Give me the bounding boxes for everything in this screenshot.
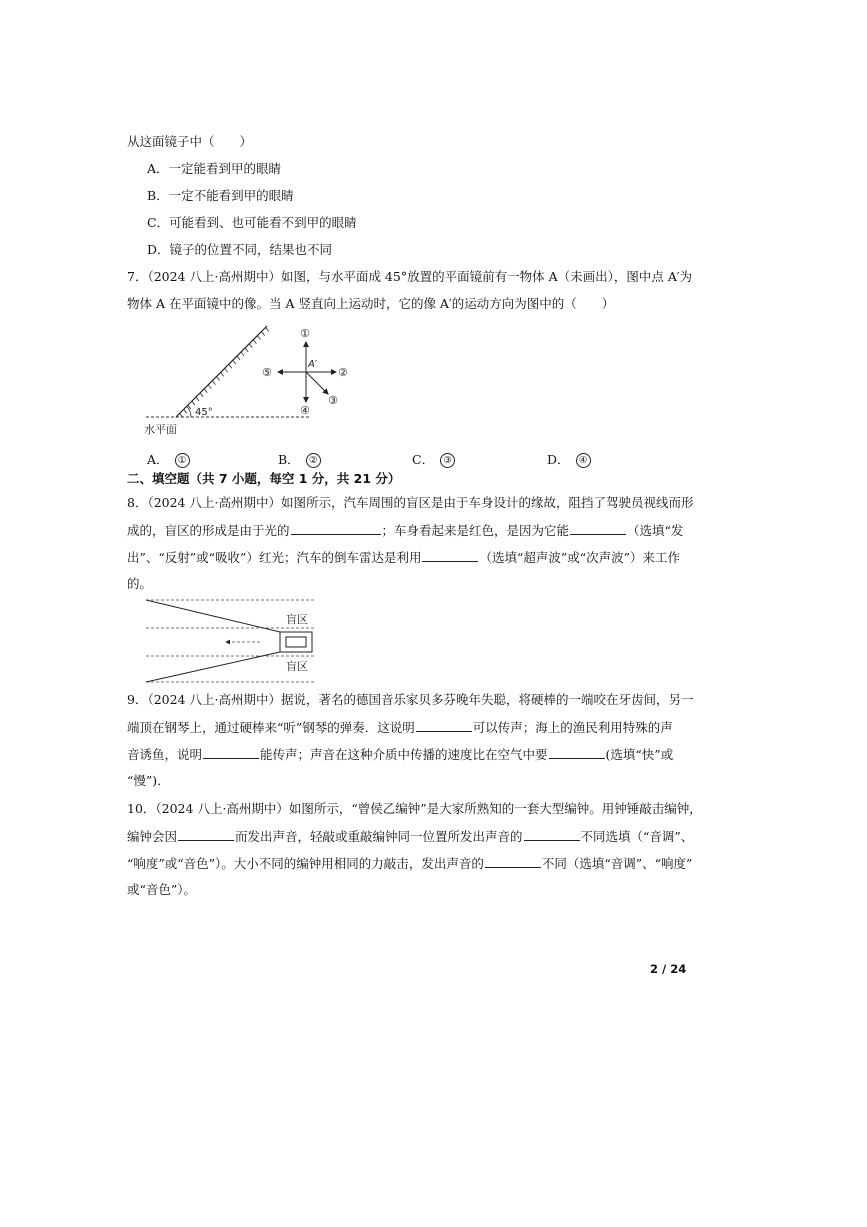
mirror-hatch-tick	[221, 372, 224, 376]
mirror-hatch-tick	[249, 344, 252, 348]
q8-blank-2[interactable]	[570, 522, 626, 535]
q7-choice-b	[278, 450, 321, 468]
mirror-hatch-tick	[212, 381, 215, 385]
point-label: A′	[308, 359, 318, 370]
mirror-hatch-tick	[257, 336, 260, 340]
ground-label: 水平面	[144, 423, 177, 436]
q8-blank-1[interactable]	[291, 522, 381, 535]
q10-text: 不同（选填“音调”、“响度”	[541, 856, 693, 871]
mirror-hatch-tick	[208, 385, 211, 389]
q9-line-4: “慢”)．	[127, 773, 170, 788]
car-outer	[280, 632, 312, 652]
circled-number: ④	[576, 453, 591, 468]
q8-text: 成的，盲区的形成是由于光的	[127, 523, 290, 538]
q10-text: 编钟会因	[127, 829, 178, 844]
mirror-hatch-tick	[216, 377, 219, 381]
q10-text: 不同选填（“音调”、	[580, 829, 694, 844]
q10-blank-1[interactable]	[178, 828, 234, 841]
q10-line-1: 10．（2024 八上·高州期中）如图所示，“曾侯乙编钟”是大家所熟知的一套大型编钟。用钟锤敲击编钟，	[127, 801, 702, 816]
q9-line-2	[127, 719, 673, 736]
q8-text: （选填“发	[627, 523, 684, 538]
mirror-hatch-tick	[245, 348, 248, 352]
q9-line-3	[127, 746, 673, 763]
q10-blank-2[interactable]	[524, 828, 580, 841]
q9-text: 端顶在钢琴上，通过硬棒来“听”钢琴的弹奏．这说明	[127, 720, 415, 735]
mirror-hatch-tick	[225, 368, 228, 372]
q8-text: ；车身看起来是红色，是因为它能	[381, 523, 570, 538]
car-inner	[286, 637, 306, 647]
dir-label-down: ④	[300, 404, 310, 417]
dir-label-up: ①	[300, 327, 310, 340]
q8-line-4: 的。	[127, 576, 153, 591]
mirror-hatching	[180, 327, 269, 417]
q10-text: “响度”或“音色”）。大小不同的编钟用相同的力敲击，发出声音的	[127, 856, 484, 871]
q10-line-3	[127, 855, 692, 872]
q9-text: 能传声；声音在这种介质中传播的速度比在空气中要	[260, 747, 548, 762]
mirror-hatch-tick	[262, 331, 265, 335]
q6-option-b: B．一定不能看到甲的眼睛	[147, 188, 294, 203]
q6-option-a: A．一定能看到甲的眼睛	[147, 161, 282, 176]
dir-label-diag: ③	[328, 394, 338, 407]
dir-label-left: ⑤	[262, 366, 272, 379]
sight-line-bottom	[146, 652, 280, 682]
sight-line-top	[146, 600, 280, 632]
blind-zone-bottom-label: 盲区	[286, 660, 308, 673]
q7-line-2: 物体 A 在平面镜中的像。当 A 竖直向上运动时，它的像 A′的运动方向为图中的（ ）	[127, 296, 615, 311]
q10-blank-3[interactable]	[485, 855, 541, 868]
mirror-hatch-tick	[184, 409, 187, 413]
q9-text: 可以传声；海上的渔民利用特殊的声	[472, 720, 673, 735]
q8-line-3	[127, 549, 680, 566]
mirror-hatch-tick	[200, 393, 203, 397]
q10-text: 而发出声音，轻敲或重敲编钟同一位置所发出声音的	[235, 829, 523, 844]
circled-number: ①	[175, 453, 190, 468]
q10-line-2	[127, 828, 693, 845]
arrow-diagonal	[306, 372, 328, 394]
circled-number: ③	[440, 453, 455, 468]
angle-label: 45°	[195, 407, 213, 418]
choice-letter: B．	[278, 452, 300, 467]
choice-letter: D．	[547, 452, 570, 467]
q6-option-c: C．可能看到、也可能看不到甲的眼睛	[147, 215, 357, 230]
mirror-hatch-tick	[229, 364, 232, 368]
q8-line-2	[127, 522, 683, 539]
q6-option-d: D．镜子的位置不同，结果也不同	[147, 242, 333, 257]
q7-line-1: 7．（2024 八上·高州期中）如图，与水平面成 45°放置的平面镜前有一物体 A（未画出），图中点 A′为	[127, 269, 693, 284]
q9-text: (选填“快”或	[605, 747, 674, 762]
mirror-hatch-tick	[204, 389, 207, 393]
q9-line-1: 9．（2024 八上·高州期中）据说，著名的德国音乐家贝多芬晚年失聪，将硬棒的一端咬在牙齿间，另一	[127, 692, 694, 707]
mirror-hatch-tick	[192, 401, 195, 405]
q7-choice-d	[547, 450, 591, 468]
mirror-hatch-tick	[237, 356, 240, 360]
mirror-hatch-tick	[233, 360, 236, 364]
section-heading: 二、填空题（共 7 小题，每空 1 分，共 21 分）	[127, 471, 401, 486]
q7-mirror-figure	[140, 320, 360, 442]
q9-blank-1[interactable]	[416, 719, 472, 732]
q9-text: 音诱鱼，说明	[127, 747, 203, 762]
q8-text: 出”、“反射”或“吸收”）红光；汽车的倒车雷达是利用	[127, 550, 422, 565]
q10-line-4: 或“音色”）。	[127, 882, 197, 897]
q8-line-1: 8．（2024 八上·高州期中）如图所示，汽车周围的盲区是由于车身设计的缘故，阻挡了驾驶员视线而形	[127, 495, 694, 510]
circled-number: ②	[306, 453, 321, 468]
q9-blank-3[interactable]	[549, 746, 605, 759]
q9-blank-2[interactable]	[203, 746, 259, 759]
choice-letter: C．	[412, 452, 435, 467]
q8-text: （选填“超声波”或“次声波”）来工作	[479, 550, 681, 565]
q6-stem-tail: 从这面镜子中（ ）	[127, 134, 253, 149]
blind-zone-top-label: 盲区	[286, 613, 308, 626]
choice-letter: A．	[147, 452, 169, 467]
q7-choice-c	[412, 450, 455, 468]
q8-blank-3[interactable]	[422, 549, 478, 562]
mirror-hatch-tick	[253, 340, 256, 344]
dir-label-right: ②	[338, 366, 348, 379]
q8-blind-spot-figure	[140, 594, 320, 686]
mirror-hatch-tick	[266, 327, 269, 331]
mirror-hatch-tick	[241, 352, 244, 356]
q7-choice-a	[147, 450, 190, 468]
page-number: 2 / 24	[650, 962, 687, 976]
mirror-hatch-tick	[196, 397, 199, 401]
